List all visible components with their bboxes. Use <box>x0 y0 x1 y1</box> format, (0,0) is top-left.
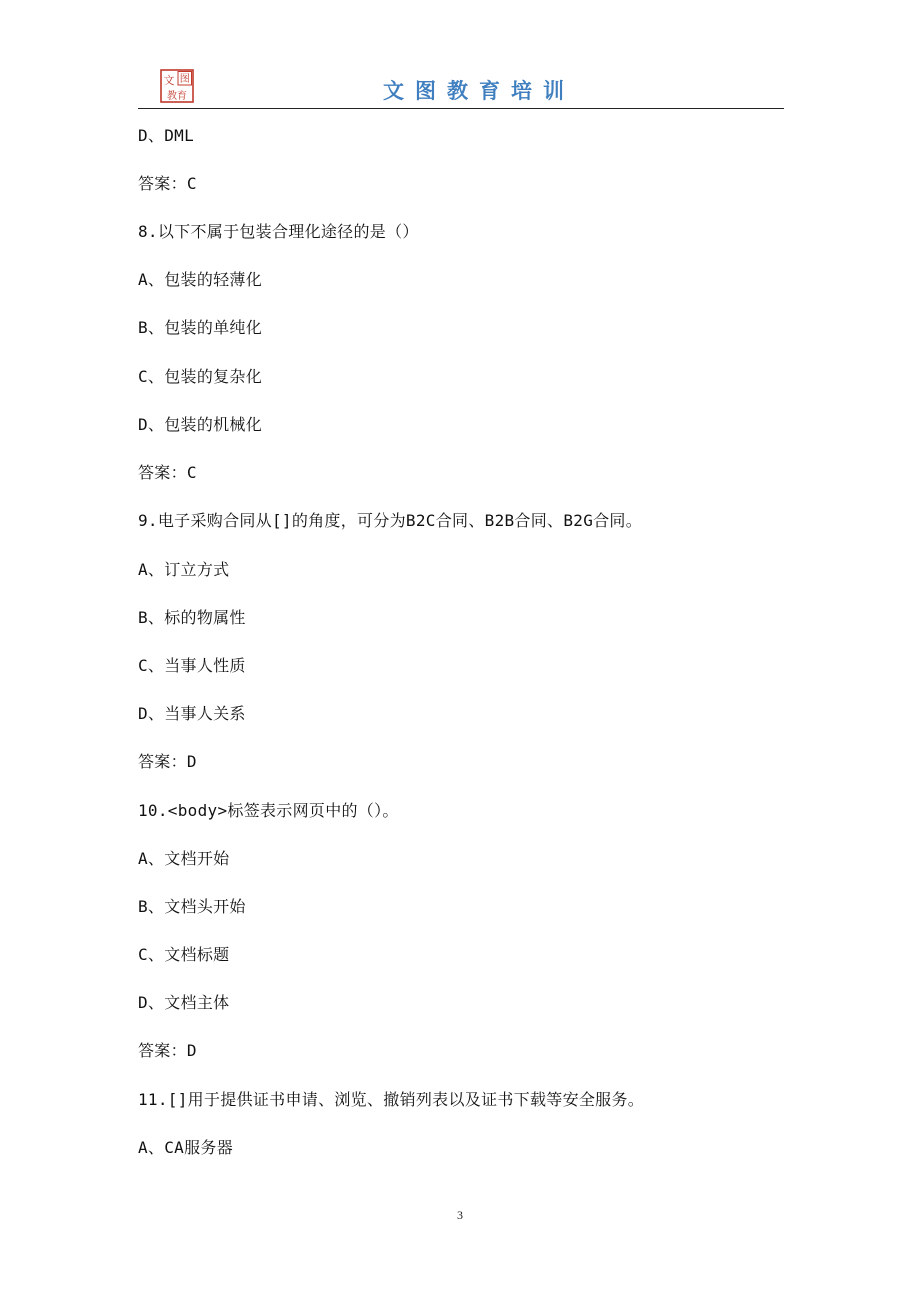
option-line: D、当事人关系 <box>138 704 246 723</box>
svg-text:文: 文 <box>163 74 175 87</box>
option-line: A、文档开始 <box>138 849 230 868</box>
option-line: C、文档标题 <box>138 945 230 964</box>
option-line: B、文档头开始 <box>138 897 246 916</box>
svg-text:图: 图 <box>179 74 190 85</box>
question-line: 9.电子采购合同从[]的角度，可分为B2C合同、B2B合同、B2G合同。 <box>138 511 643 530</box>
svg-text:教育: 教育 <box>167 91 187 102</box>
option-line: D、文档主体 <box>138 993 230 1012</box>
page-number: 3 <box>457 1208 463 1222</box>
option-line: D、包装的机械化 <box>138 415 263 434</box>
option-line: A、CA服务器 <box>138 1138 233 1157</box>
option-line: C、包装的复杂化 <box>138 367 263 386</box>
option-line: A、订立方式 <box>138 560 230 579</box>
option-line: A、包装的轻薄化 <box>138 270 263 289</box>
answer-line: 答案：D <box>138 1041 197 1060</box>
option-line: D、DML <box>138 126 195 145</box>
option-line: B、包装的单纯化 <box>138 318 263 337</box>
option-line: C、当事人性质 <box>138 656 246 675</box>
question-line: 10.<body>标签表示网页中的（）。 <box>138 801 399 820</box>
answer-line: 答案：C <box>138 463 197 482</box>
page-header <box>138 66 784 109</box>
question-line: 8.以下不属于包装合理化途径的是（） <box>138 222 419 241</box>
header-title: 文图教育培训 <box>383 78 575 103</box>
option-line: B、标的物属性 <box>138 608 246 627</box>
answer-line: 答案：C <box>138 174 197 193</box>
question-line: 11.[]用于提供证书申请、浏览、撤销列表以及证书下载等安全服务。 <box>138 1090 645 1109</box>
answer-line: 答案：D <box>138 752 197 771</box>
